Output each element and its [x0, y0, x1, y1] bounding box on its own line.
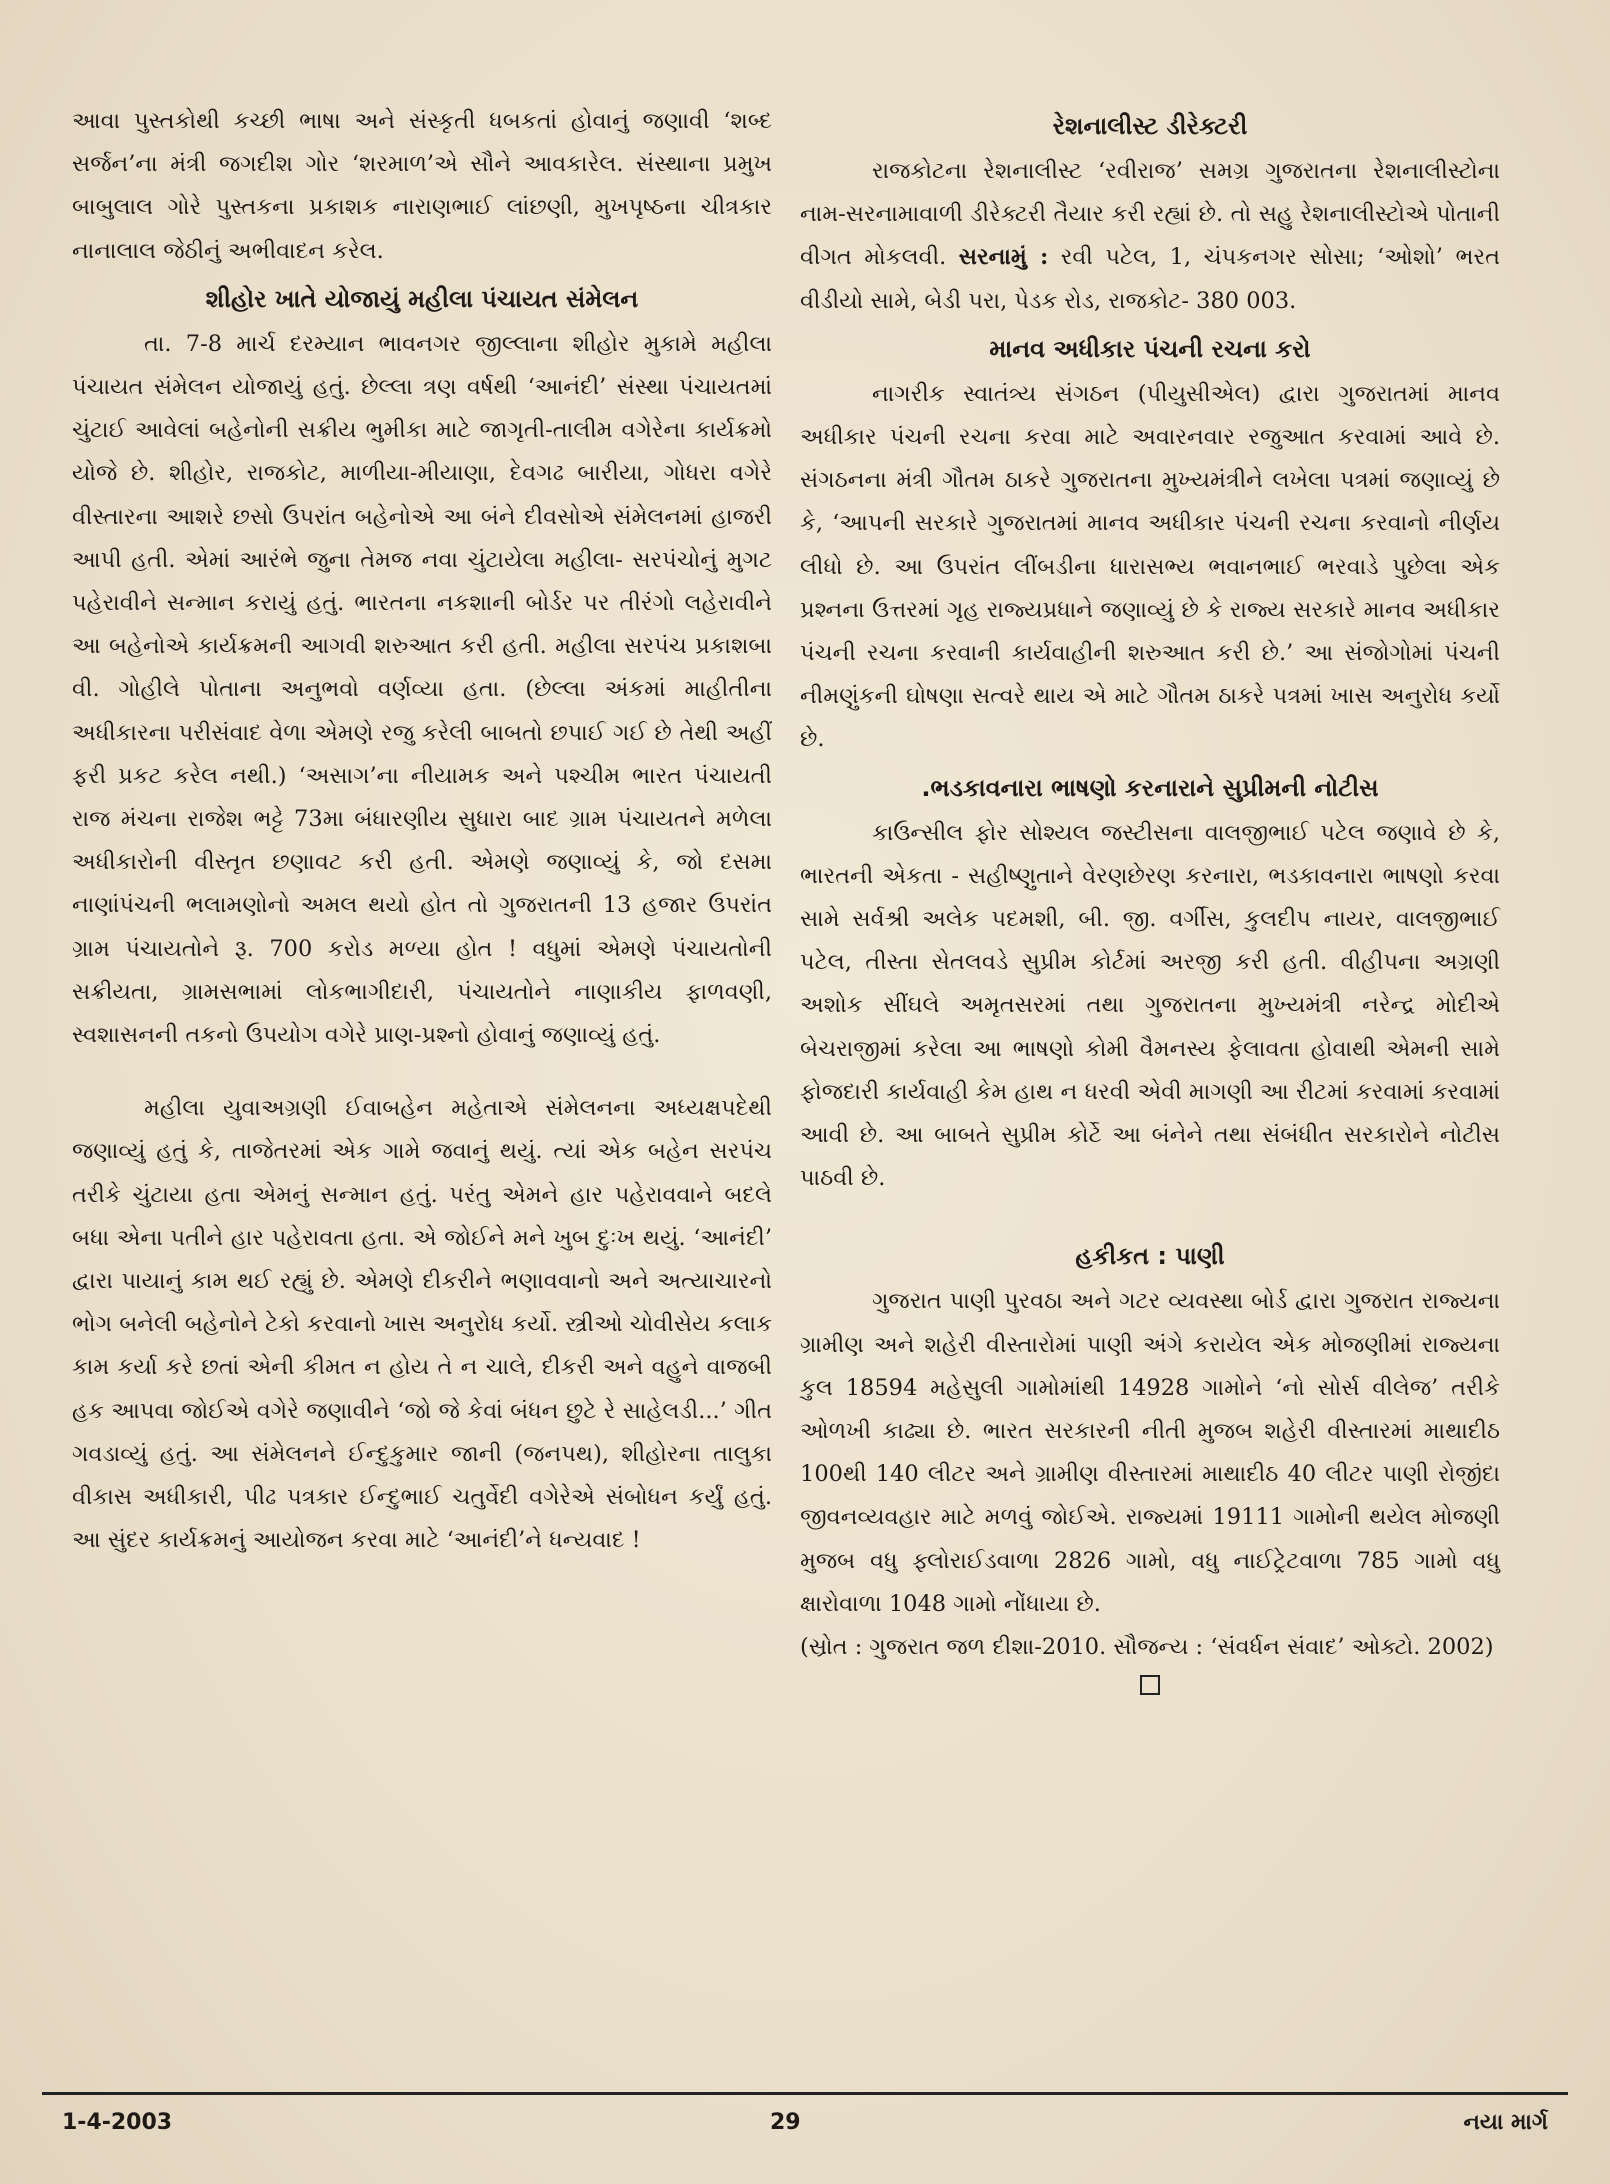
- page-footer: [0, 2106, 1610, 2146]
- sammelan-paragraph-1: તા. 7-8 માર્ચ દરમ્યાન ભાવનગર જીલ્લાના શીહોર મુકામે મહીલા પંચાયત સંમેલન યોજાયું હતું. છેલ્લા ત્રણ વર્ષથી ‘આનંદી’ સંસ્થા પંચાયતમાં ચુંટાઈ આવેલાં બહેનોની સક્રીય ભુમીકા માટે જાગૃતી-તાલીમ વગેરેના કાર્યક્રમો યોજે છે. શીહોર, રાજકોટ, માળીયા-મીયાણા, દેવગઢ બારીયા, ગોધરા વગેરે વીસ્તારના આશરે છસો ઉપરાંત બહેનોએ આ બંને દીવસોએ સંમેલનમાં હાજરી આપી હતી. એમાં આરંભે જુના તેમજ નવા ચુંટાયેલા મહીલા- સરપંચોનું મુગટ પહેરાવીને સન્માન કરાયું હતું. ભારતના નકશાની બોર્ડર પર તીરંગો લહેરાવીને આ બહેનોએ કાર્યક્રમની આગવી શરુઆત કરી હતી. મહીલા સરપંચ પ્રકાશબા વી. ગોહીલે પોતાના અનુભવો વર્ણવ્યા હતા. (છેલ્લા અંકમાં માહીતીના અધીકારના પરીસંવાદ વેળા એમણે રજુ કરેલી બાબતો છપાઈ ગઈ છે તેથી અહીં ફરી પ્રકટ કરેલ નથી.) ‘અસાગ’ના નીયામક અને પશ્ચીમ ભારત પંચાયતી રાજ મંચના રાજેશ ભટ્ટે 73મા બંધારણીય સુધારા બાદ ગ્રામ પંચાયતને મળેલા અધીકારોની વીસ્તૃત છણાવટ કરી હતી. એમણે જણાવ્યું કે, જો દસમા નાણાંપંચની ભલામણોનો અમલ થયો હોત તો ગુજરાતની 13 હજાર ઉપરાંત ગ્રામ પંચાયતોને રૂ. 700 કરોડ મળ્યા હોત ! વધુમાં એમણે પંચાયતોની સક્રીયતા, ગ્રામસભામાં લોકભાગીદારી, પંચાયતોને નાણાકીય ફાળવણી, સ્વશાસનની તકનો ઉપયોગ વગેરે પ્રાણ-પ્રશ્નો હોવાનું જણાવ્યું હતું.: [72, 330, 772, 1049]
- address-label: સરનામું :: [958, 244, 1049, 271]
- right-column: [800, 100, 1500, 2100]
- water-paragraph: ગુજરાત પાણી પુરવઠા અને ગટર વ્યવસ્થા બોર્ડ દ્વારા ગુજરાત રાજ્યના ગ્રામીણ અને શહેરી વીસ્તારોમાં પાણી અંગે કરાયેલ એક મોજણીમાં રાજ્યના કુલ 18594 મહેસુલી ગામોમાંથી 14928 ગામોને ‘નો સોર્સ વીલેજ’ તરીકે ઓળખી કાઢ્યા છે. ભારત સરકારની નીતી મુજબ શહેરી વીસ્તારમાં માથાદીઠ 100થી 140 લીટર અને ગ્રામીણ વીસ્તારમાં માથાદીઠ 40 લીટર પાણી રોજીંદા જીવનવ્યવહાર માટે મળવું જોઈએ. રાજ્યમાં 19111 ગામોની થયેલ મોજણી મુજબ વધુ ફ્લોરાઈડવાળા 2826 ગામો, વધુ નાઈટ્રેટવાળા 785 ગામો વધુ ક્ષારોવાળા 1048 ગામો નોંધાયા છે.: [800, 1288, 1500, 1617]
- issue-date: 1-4-2003: [62, 2110, 173, 2135]
- intro-paragraph: આવા પુસ્તકોથી કચ્છી ભાષા અને સંસ્કૃતી ધબકતાં હોવાનું જણાવી ‘શબ્દ સર્જન’ના મંત્રી જગદીશ ગોર ‘શરમાળ’એ સૌને આવકારેલ. સંસ્થાના પ્રમુખ બાબુલાલ ગોરે પુસ્તકના પ્રકાશક નારાણભાઈ લાંછણી, મુખપૃષ્ઠના ચીત્રકાર નાનાલાલ જેઠીનું અભીવાદન કરેલ.: [72, 108, 772, 264]
- address-text: રવી પટેલ, 1, ચંપકનગર સોસા; ‘ઓશો’ ભરત વીડીયો સામે, બેડી પરા, પેડક રોડ, રાજકોટ- 380 003.: [800, 244, 1500, 314]
- directory-text: રાજકોટના રેશનાલીસ્ટ ‘રવીરાજ’ સમગ્ર ગુજરાતના રેશનાલીસ્ટોના નામ-સરનામાવાળી ડીરેક્ટરી તૈયાર કરી રહ્યાં છે. તો સહુ રેશનાલીસ્ટોએ પોતાની વીગત મોકલવી.: [800, 158, 1500, 271]
- heading-human-rights-commission: માનવ અધીકાર પંચની રચના કરો: [989, 334, 1311, 363]
- heading-supreme-notice: .ભડકાવનારા ભાષણો કરનારાને સુપ્રીમની નોટીસ: [921, 773, 1379, 802]
- footer-rule: [42, 2092, 1568, 2095]
- directory-paragraph: [800, 150, 1500, 323]
- heading-sihor-sammelan: શીહોર ખાતે યોજાયું મહીલા પંચાયત સંમેલન: [205, 284, 639, 313]
- supreme-notice-paragraph: કાઉન્સીલ ફોર સોશ્યલ જસ્ટીસના વાલજીભાઈ પટેલ જણાવે છે કે, ભારતની એકતા - સહીષ્ણુતાને વેરણછેરણ કરનારા, ભડકાવનારા ભાષણો કરવા સામે સર્વશ્રી અલેક પદમશી, બી. જી. વર્ગીસ, કુલદીપ નાયર, વાલજીભાઈ પટેલ, તીસ્તા સેતલવડે સુપ્રીમ કોર્ટમાં અરજી કરી હતી. વીહીપના અગ્રણી અશોક સીંઘલે અમૃતસરમાં તથા ગુજરાતના મુખ્યમંત્રી નરેન્દ્ર મોદીએ બેચરાજીમાં કરેલા આ ભાષણો કોમી વૈમનસ્ય ફેલાવતા હોવાથી એમની સામે ફોજદારી કાર્યવાહી કેમ હાથ ન ધરવી એવી માગણી આ રીટમાં કરવામાં કરવામાં આવી છે. આ બાબતે સુપ્રીમ કોર્ટે આ બંનેને તથા સંબંધીત સરકારોને નોટીસ પાઠવી છે.: [800, 819, 1500, 1192]
- magazine-name: નયા માર્ગ: [1463, 2110, 1548, 2135]
- human-rights-paragraph: નાગરીક સ્વાતંત્ર્ય સંગઠન (પીયુસીએલ) દ્વારા ગુજરાતમાં માનવ અધીકાર પંચની રચના કરવા માટે અવારનવાર રજુઆત કરવામાં આવે છે. સંગઠનના મંત્રી ગૌતમ ઠાકરે ગુજરાતના મુખ્યમંત્રીને લખેલા પત્રમાં જણાવ્યું છે કે, ‘આપની સરકારે ગુજરાતમાં માનવ અધીકાર પંચની રચના કરવાનો નીર્ણય લીધો છે. આ ઉપરાંત લીંબડીના ધારાસભ્ય ભવાનભાઈ ભરવાડે પુછેલા એક પ્રશ્નના ઉત્તરમાં ગૃહ રાજ્યપ્રધાને જણાવ્યું છે કે રાજ્ય સરકારે માનવ અધીકાર પંચની રચના કરવાની કાર્યવાહીની શરુઆત કરી છે.’ આ સંજોગોમાં પંચની નીમણુંકની ઘોષણા સત્વરે થાય એ માટે ગૌતમ ઠાકરે પત્રમાં ખાસ અનુરોધ કર્યો છે.: [800, 380, 1500, 753]
- sammelan-paragraph-2: મહીલા યુવાઅગ્રણી ઈવાબહેન મહેતાએ સંમેલનના અધ્યક્ષપદેથી જણાવ્યું હતું કે, તાજેતરમાં એક ગામે જવાનું થયું. ત્યાં એક બહેન સરપંચ તરીકે ચુંટાયા હતા એમનું સન્માન હતું. પરંતુ એમને હાર પહેરાવવાને બદલે બધા એના પતીને હાર પહેરાવતા હતા. એ જોઈને મને ખુબ દુઃખ થયું. ‘આનંદી’ દ્વારા પાયાનું કામ થઈ રહ્યું છે. એમણે દીકરીને ભણાવવાનો અને અત્યાચારનો ભોગ બનેલી બહેનોને ટેકો કરવાનો ખાસ અનુરોધ કર્યો. સ્ત્રીઓ ચોવીસેય કલાક કામ કર્યા કરે છતાં એની કીમત ન હોય તે ન ચાલે, દીકરી અને વહુને વાજબી હક આપવા જોઈએ વગેરે જણાવીને ‘જો જે કેવાં બંધન છુટે રે સાહેલડી...’ ગીત ગવડાવ્યું હતું. આ સંમેલનને ઈન્દુકુમાર જાની (જનપથ), શીહોરના તાલુકા વીકાસ અધીકારી, પીઢ પત્રકાર ઈન્દુભાઈ ચતુર્વેદી વગેરેએ સંબોધન કર્યું હતું. આ સુંદર કાર્યક્રમનું આયોજન કરવા માટે ‘આનંદી’ને ધન્યવાદ !: [72, 1095, 772, 1554]
- left-column: [72, 100, 772, 2100]
- source-note: (સ્રોત : ગુજરાત જળ દીશા-2010. સૌજન્ય : ‘સંવર્ધન સંવાદ’ ઓક્ટો. 2002): [800, 1634, 1494, 1661]
- end-of-article-box-icon: [1140, 1675, 1160, 1695]
- page-number: 29: [770, 2110, 801, 2135]
- heading-water-fact: હકીકત : પાણી: [1075, 1242, 1225, 1271]
- heading-rationalist-directory: રેશનાલીસ્ટ ડીરેક્ટરી: [1052, 112, 1248, 140]
